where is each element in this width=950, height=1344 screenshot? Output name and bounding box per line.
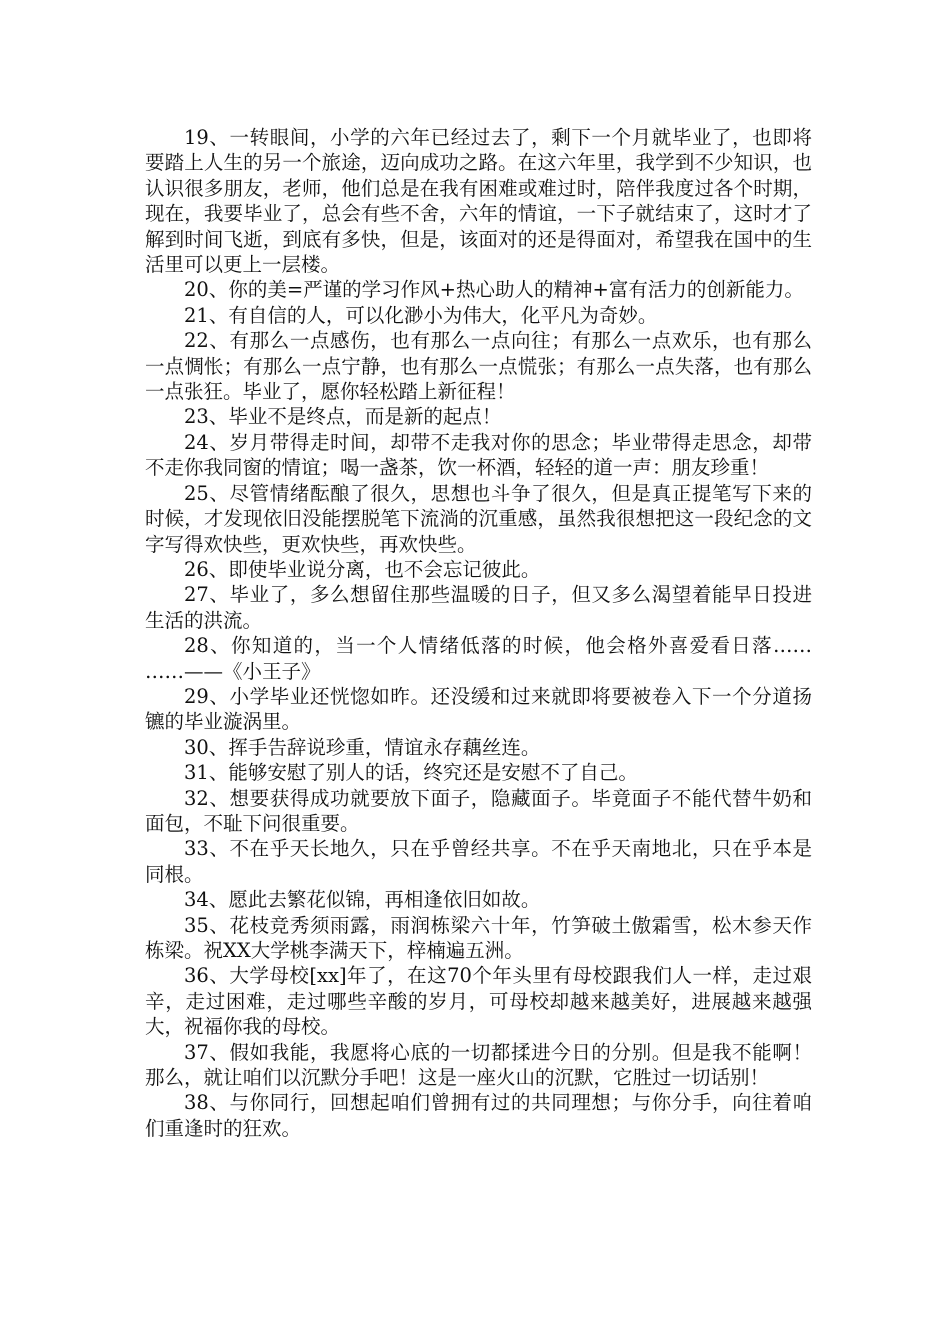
paragraph-26: 26、即使毕业说分离，也不会忘记彼此。 [184,557,541,581]
paragraph-21: 21、有自信的人，可以化渺小为伟大，化平凡为奇妙。 [184,303,658,327]
paragraph-20: 20、你的美=严谨的学习作风+热心助人的精神+富有活力的创新能力。 [184,278,804,302]
paragraph-31: 31、能够安慰了别人的话，终究还是安慰不了自己。 [184,761,638,785]
paragraph-32: 32、想要获得成功就要放下面子，隐藏面子。毕竟面子不能代替牛奶和面包，不耻下问很重要。 [145,786,812,835]
paragraph-36: 36、大学母校[xx]年了，在这70个年头里有母校跟我们人一样，走过艰辛，走过困难，走过哪些辛酸的岁月，可母校却越来越美好，进展越来越强大，祝福你我的母校。 [145,964,812,1039]
paragraph-19: 19、一转眼间，小学的六年已经过去了，剩下一个月就毕业了，也即将要踏上人生的另一个旅途，迈向成功之路。在这六年里，我学到不少知识，也认识很多朋友，老师，他们总是在我有困难或难过时，陪伴我度过各个时期，现在，我要毕业了，总会有些不舍，六年的情谊，一下子就结束了，这时才了解到时间飞逝，到底有多快，但是，该面对的还是得面对，希望我在国中的生活里可以更上一层楼。 [145,126,812,277]
document-page [145,125,812,1141]
paragraph-25: 25、尽管情绪酝酿了很久，思想也斗争了很久，但是真正提笔写下来的时候，才发现依旧没能摆脱笔下流淌的沉重感，虽然我很想把这一段纪念的文字写得欢快些，更欢快些，再欢快些。 [145,481,812,556]
paragraph-22: 22、有那么一点感伤，也有那么一点向往；有那么一点欢乐，也有那么一点惆怅；有那么一点宁静，也有那么一点慌张；有那么一点失落，也有那么一点张狂。毕业了，愿你轻松踏上新征程！ [145,329,812,404]
paragraph-35: 35、花枝竞秀须雨露，雨润栋梁六十年，竹笋破土傲霜雪，松木参天作栋梁。祝XX大学桃李满天下，梓楠遍五洲。 [145,913,812,962]
paragraph-24: 24、岁月带得走时间，却带不走我对你的思念；毕业带得走思念，却带不走你我同窗的情谊；喝一盏茶，饮一杯酒，轻轻的道一声：朋友珍重！ [145,430,812,480]
paragraph-29: 29、小学毕业还恍惚如昨。还没缓和过来就即将要被卷入下一个分道扬镳的毕业漩涡里。 [145,684,812,734]
paragraph-23: 23、毕业不是终点，而是新的起点！ [184,405,502,429]
paragraph-34: 34、愿此去繁花似锦，再相逢依旧如故。 [184,888,541,912]
paragraph-28: 28、你知道的，当一个人情绪低落的时候，他会格外喜爱看日落…… ……——《小王子》 [145,634,812,683]
paragraph-27: 27、毕业了，多么想留住那些温暖的日子，但又多么渴望着能早日投进生活的洪流。 [145,583,812,632]
paragraph-33: 33、不在乎天长地久，只在乎曾经共享。不在乎天南地北，只在乎本是同根。 [145,837,812,886]
paragraph-30: 30、挥手告辞说珍重，情谊永存藕丝连。 [184,735,541,759]
paragraph-37: 37、假如我能，我愿将心底的一切都揉进今日的分别。但是我不能啊！那么，就让咱们以沉默分手吧！这是一座火山的沉默，它胜过一切话别！ [145,1040,812,1090]
paragraph-38: 38、与你同行，回想起咱们曾拥有过的共同理想；与你分手，向往着咱们重逢时的狂欢。 [145,1091,812,1140]
